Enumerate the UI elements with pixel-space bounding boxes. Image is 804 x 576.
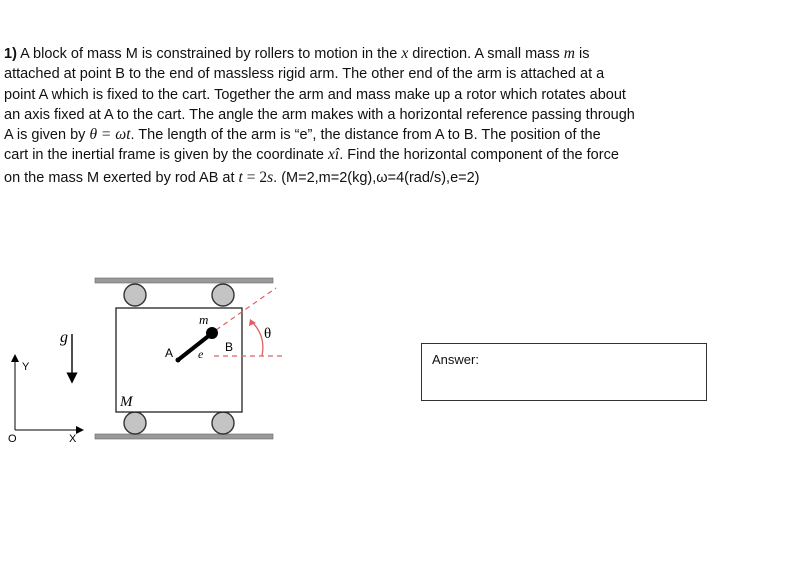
mass-m [206,327,218,339]
problem-text: on the mass M exerted by rod AB at [4,169,239,186]
problem-statement [4,44,704,188]
answer-label: Answer: [432,352,479,367]
point-A [176,358,181,363]
roller-bottom-right [212,412,234,434]
problem-line-5 [4,125,704,145]
math-xi-text: xi [328,146,340,164]
bottom-rail [95,434,273,439]
label-A: A [165,346,174,360]
roller-bottom-left [124,412,146,434]
label-O: O [8,433,17,445]
roller-top-left [124,284,146,306]
problem-line-6 [4,145,704,165]
problem-line-7 [4,168,704,188]
label-e: e [198,347,204,361]
problem-line-2: attached at point B to the end of massless rigid arm. The other end of the arm is attached at a [4,66,605,83]
math-eq: = 2 [242,168,268,186]
theta-arc-icon [252,322,263,356]
problem-text: . Find the horizontal component of the force [339,147,619,164]
label-B: B [225,340,234,354]
answer-box[interactable] [421,343,707,401]
problem-text: direction. A small mass [408,46,564,62]
cart-rotor-diagram [0,260,330,450]
problem-text: A block of mass M is constrained by rollers to motion in the [20,46,402,62]
problem-line-3: point A which is fixed to the cart. Together the arm and mass make up a rotor which rotates about [4,86,626,103]
roller-top-right [212,284,234,306]
problem-text: . (M=2,m=2(kg),ω=4(rad/s),e=2) [273,169,480,186]
problem-text: A is given by [4,127,90,144]
problem-text: is [574,46,590,62]
problem-number: 1) [4,46,17,62]
problem-line-4: an axis fixed at A to the cart. The angle the arm makes with a horizontal reference passing through [4,106,635,123]
label-g: g [60,329,68,346]
top-rail [95,278,273,283]
label-theta: θ [264,326,272,342]
label-X: X [69,433,77,445]
problem-line-1 [4,44,704,64]
math-s: s [267,168,274,186]
math-m: m [563,45,575,62]
math-theta-eq: θ = ωt [89,126,131,144]
math-t: t [238,168,243,186]
label-M: M [120,394,133,410]
problem-text: . The length of the arm is “e”, the distance from A to B. The position of the [130,127,601,144]
label-Y: Y [22,361,30,373]
math-xi [328,146,339,163]
label-m: m [199,312,209,327]
problem-text: cart in the inertial frame is given by the coordinate [4,147,328,164]
math-x: x [401,45,409,62]
